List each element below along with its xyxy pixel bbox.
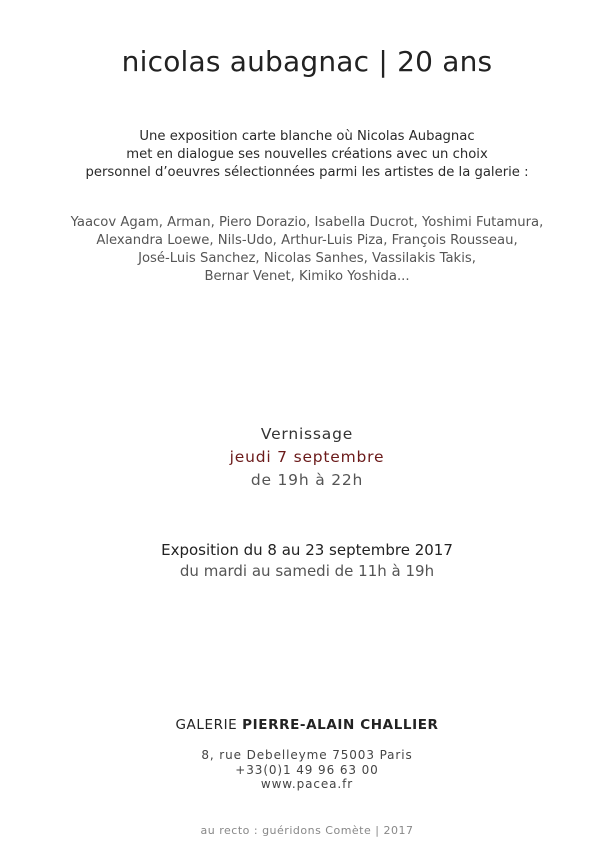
artists-line: Alexandra Loewe, Nils-Udo, Arthur-Luis Piza, François Rousseau, <box>96 233 518 248</box>
exposition-block <box>0 540 614 582</box>
vernissage-hours: de 19h à 22h <box>250 471 364 489</box>
exposition-dates: Exposition du 8 au 23 septembre 2017 <box>161 541 453 559</box>
artists-line: Bernar Venet, Kimiko Yoshida... <box>204 269 410 284</box>
exposition-schedule: du mardi au samedi de 11h à 19h <box>179 562 435 580</box>
gallery-prefix: GALERIE <box>175 717 243 733</box>
intro-line: Une exposition carte blanche où Nicolas Aubagnac <box>139 129 475 144</box>
vernissage-date: jeudi 7 septembre <box>229 448 385 466</box>
artists-line: José-Luis Sanchez, Nicolas Sanhes, Vassilakis Takis, <box>138 251 476 266</box>
vernissage-label: Vernissage <box>260 425 354 443</box>
artists-line: Yaacov Agam, Arman, Piero Dorazio, Isabella Ducrot, Yoshimi Futamura, <box>70 215 544 230</box>
intro-line: met en dialogue ses nouvelles créations avec un choix <box>126 147 488 162</box>
gallery-phone: +33(0)1 49 96 63 00 <box>235 762 379 777</box>
gallery-contact <box>0 748 614 792</box>
gallery-address: 8, rue Debelleyme 75003 Paris <box>201 748 413 762</box>
page-title: nicolas aubagnac | 20 ans <box>121 45 493 78</box>
gallery-website[interactable]: www.pacea.fr <box>260 777 354 791</box>
gallery-name <box>0 715 614 735</box>
artists-list <box>0 214 614 286</box>
intro-paragraph <box>0 128 614 182</box>
recto-caption: au recto : guéridons Comète | 2017 <box>200 824 414 837</box>
gallery-title: PIERRE-ALAIN CHALLIER <box>242 717 439 733</box>
intro-line: personnel d’oeuvres sélectionnées parmi les artistes de la galerie : <box>85 165 529 180</box>
vernissage-block <box>0 423 614 492</box>
